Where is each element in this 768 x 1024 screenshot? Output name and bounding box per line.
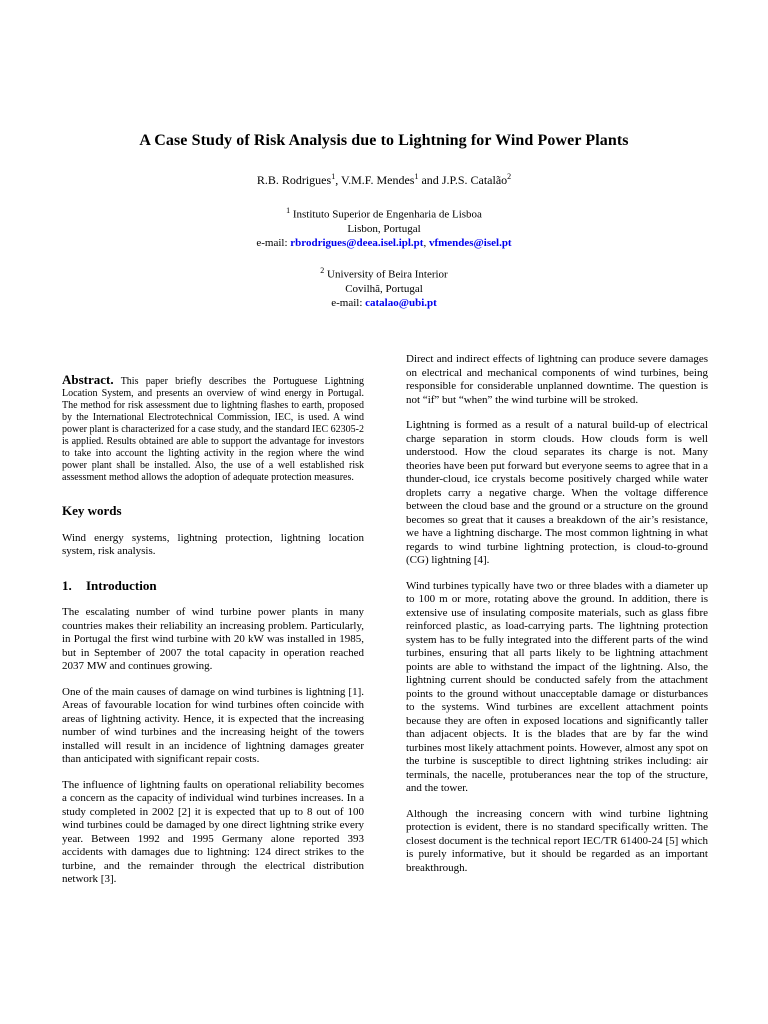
section-title: Introduction <box>86 577 157 593</box>
affiliation-location: Lisbon, Portugal <box>347 222 421 235</box>
author-name: R.B. Rodrigues <box>256 173 332 187</box>
body-paragraph: The influence of lightning faults on operational reliability becomes a concern as the capacity of individual wind turbines increases. In a study completed in 2002 [2] it is expected that up to 8 out of 100 wind turbines could be damaged by one direct lightning strike every year. Between 1992 and 1995 Germany alone reported 393 accidents with damages due to lightning: 124 direct strikes to the turbine, and the remainder through the electrical distribution network [3]. <box>62 778 364 885</box>
body-paragraph: One of the main causes of damage on wind turbines is lightning [1]. Areas of favourable location for wind turbines often coincide with areas of lightning activity. Hence, it is expected that the increasing number of wind turbines and the increasing height of the towers installed will result in an incidence of lightning damages greater than anticipated with significant repair costs. <box>62 685 364 765</box>
body-paragraph: The escalating number of wind turbine power plants in many countries makes their reliability an increasing problem. Particularly, in Portugal the first wind turbine with 20 kW was installed in 1985, but in September of 2007 the total capacity in operation reached 2037 MW and continues growing. <box>62 606 364 672</box>
right-column <box>406 353 708 887</box>
email-label: e-mail: <box>256 236 288 249</box>
author-name: V.M.F. Mendes <box>340 173 415 187</box>
paper-title: A Case Study of Risk Analysis due to Lightning for Wind Power Plants <box>139 132 629 149</box>
body-paragraph: Although the increasing concern with wind turbine lightning protection is evident, there is no standard specifically written. The closest document is the technical report IEC/TR 61400-24 [5] which is purely informative, but it should be regarded as an important breakthrough. <box>406 807 708 874</box>
author-separator: and <box>418 173 442 187</box>
section-heading-introduction <box>62 579 364 593</box>
author-affiliation-mark: 1 <box>331 172 336 181</box>
email-label: e-mail: <box>331 296 363 309</box>
body-paragraph: Direct and indirect effects of lightning can produce severe damages on electrical and mechanical components of wind turbines, being responsible for considerable unplanned downtime. The question is not “if” but “when” the wind turbine will be stroked. <box>406 353 708 406</box>
body-paragraph: Lightning is formed as a result of a natural build-up of electrical charge separation in storm clouds. How clouds form is well understood. How the cloud separates its charge is not. Many theories have been put forward but everyone seems to agree that in a thunder-cloud, ice crystals become positively charged while water droplets carry a negative charge. When the voltage difference between the cloud base and the ground or a structure on the ground becomes so great that it causes a breakdown of the air’s resistance, we have a lightning discharge. The most common lightning in what regards to wind turbine lightning protection, is cloud-to-ground (CG) lightning [4]. <box>406 419 708 566</box>
affiliation-institution: Instituto Superior de Engenharia de Lisboa <box>292 208 482 221</box>
body-paragraph: Wind turbines typically have two or three blades with a diameter up to 100 m or more, rotating above the ground. In addition, there is extensive use of insulating composite materials, such as glass fibre reinforced plastic, as load-carrying parts. The lightning protection system has to be fully integrated into the different parts of the wind turbines, ensuring that all parts likely to be lightning attachment points are able to withstand the impact of the lightning. Also, the lightning current should be conducted safely from the attachment points to the ground without unacceptable damage or disturbances to the systems. Wind turbines are excellent attachment points because they are often in exposed locations and significantly taller than adjacent objects. It is the blades that are by far the wind turbines most likely attachment points. However, almost any spot on the turbine is susceptible to direct lightning strikes including: air terminals, the nacelle, protuberances near the top of the structure, and the tower. <box>406 579 708 794</box>
left-column <box>62 374 364 899</box>
author-separator: , <box>335 173 341 187</box>
abstract <box>62 374 364 484</box>
affiliation-institution: University of Beira Interior <box>327 268 448 281</box>
affiliation-location: Covilhã, Portugal <box>345 282 423 295</box>
email-link[interactable]: catalao@ubi.pt <box>365 296 437 309</box>
author-affiliation-mark: 2 <box>507 172 512 181</box>
affiliation-1: $^1$ Instituto Superior de Engenharia de Lisboa Lisbon, Portugal e-mail: rbrodrigues@deea.isel.ipl.pt, vfmendes@isel.pt <box>0 204 768 250</box>
author-affiliation-mark: 1 <box>414 172 419 181</box>
author-list <box>0 172 768 188</box>
author-name: J.P.S. Catalão <box>441 173 508 187</box>
section-number: 1. <box>62 577 72 593</box>
email-link[interactable]: vfmendes@isel.pt <box>428 236 512 249</box>
abstract-label: Abstract. <box>62 372 114 387</box>
affiliation-mark: 1 <box>286 206 291 215</box>
abstract-text: This paper briefly describes the Portuguese Lightning Location System, and presents an overview of wind energy in Portugal. The method for risk assessment due to lightning flashes to earth, proposed by the International Electrotechnical Commission, IEC, is used. A wind power plant is characterized for a case study, and the standard IEC 62305-2 is applied. Results obtained are able to support the advantage for investors to take into account the lighting activity in the region where the wind power plant shall be installed. Also, the use of a well established risk assessment method allows the adoption of adequate protection measures. <box>62 376 364 483</box>
affiliation-mark: 2 <box>320 266 325 275</box>
keywords-text: Wind energy systems, lightning protection, lightning location system, risk analysis. <box>62 531 364 557</box>
keywords-heading: Key words <box>62 503 122 518</box>
affiliation-2 <box>0 264 768 310</box>
email-link[interactable]: rbrodrigues@deea.isel.ipl.pt <box>290 236 424 249</box>
